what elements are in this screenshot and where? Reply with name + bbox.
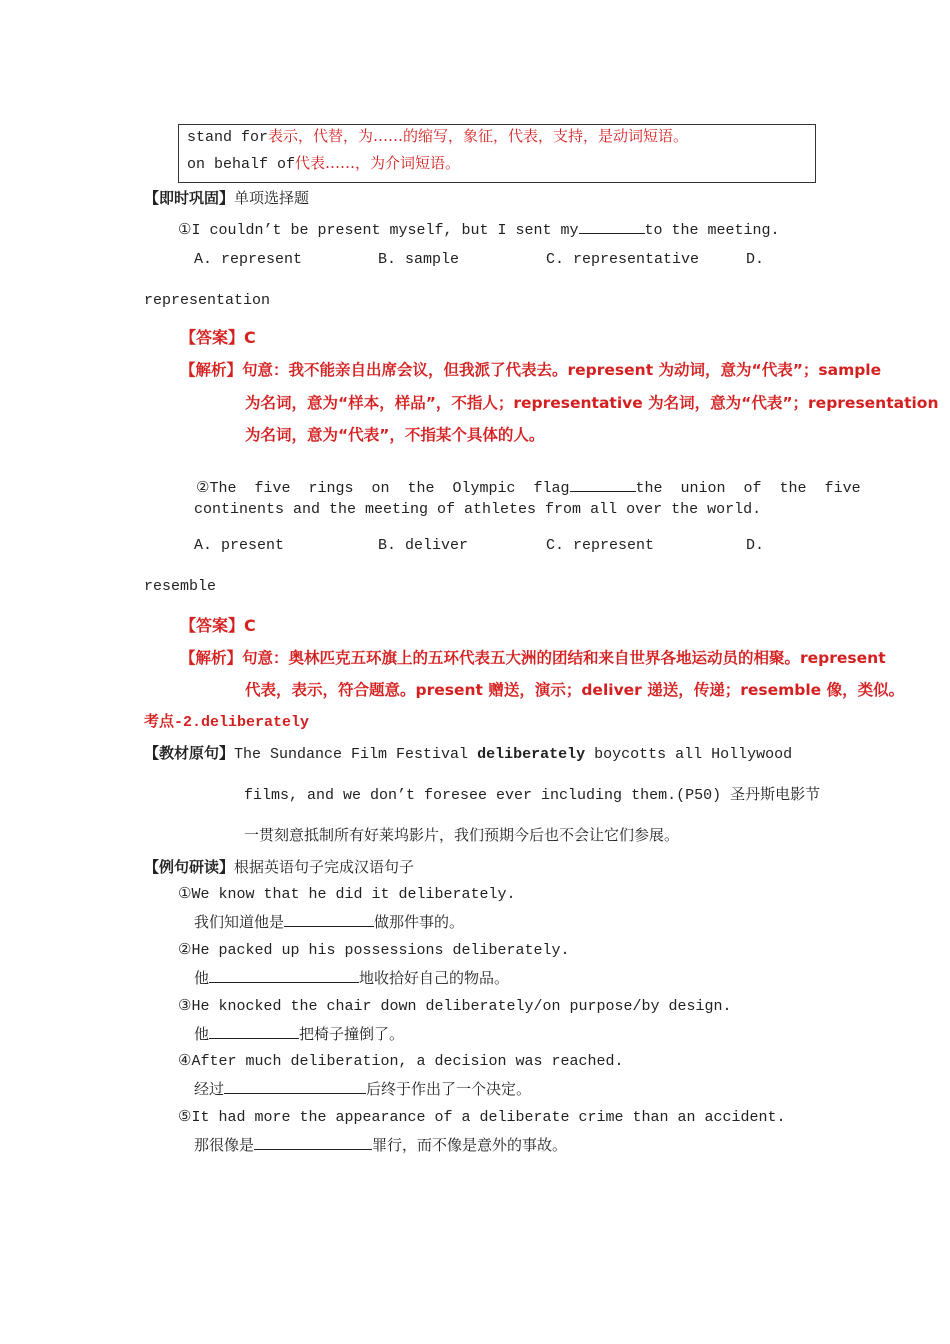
example-4-zh-a: 经过 (194, 1080, 225, 1098)
example-1-zh-b: 做那件事的。 (374, 913, 465, 931)
q2-option-d-text: resemble (144, 578, 217, 595)
textbook-keyword: deliberately (477, 746, 586, 763)
q1-analysis-line3: 为名词，意为“代表”，不指某个具体的人。 (245, 426, 545, 444)
q2-option-a: A. present (194, 537, 285, 554)
example-3-zh-a: 他 (194, 1025, 210, 1043)
example-3-blank[interactable] (209, 1024, 299, 1039)
example-2-zh (194, 967, 509, 988)
example-5-en: ⑤It had more the appearance of a deliberate crime than an accident. (178, 1109, 786, 1126)
q2-stem-line1 (178, 460, 861, 497)
example-5-zh (194, 1134, 567, 1155)
example-4-zh-b: 后终于作出了一个决定。 (366, 1080, 532, 1098)
practice-instruction: 单项选择题 (234, 189, 310, 207)
q2-stem-end: the union of the five (635, 480, 861, 497)
example-1-zh (194, 911, 464, 932)
q2-answer (180, 613, 256, 636)
q2-answer-value: C (244, 616, 256, 635)
q1-option-d-text: representation (144, 292, 271, 309)
textbook-line1 (144, 742, 792, 763)
q1-answer (180, 325, 256, 348)
def-stand-for: 表示，代替，为……的缩写，象征，代表，支持，是动词短语。 (268, 127, 689, 145)
q2-option-b: B. deliver (378, 537, 469, 554)
q1-option-c: C. representative (546, 251, 700, 268)
examples-header (144, 856, 414, 877)
q1-analysis-line2: 为名词，意为“样本，样品”，不指人；representative 为名词，意为“代表”；representation (245, 394, 939, 412)
examples-instruction: 根据英语句子完成汉语句子 (234, 858, 415, 876)
example-5-zh-b: 罪行，而不像是意外的事故。 (372, 1136, 568, 1154)
example-3-en: ③He knocked the chair down deliberately/on purpose/by design. (178, 998, 732, 1015)
q2-analysis-line1 (180, 646, 886, 668)
textbook-text-a: The Sundance Film Festival (234, 746, 478, 763)
textbook-line3: 一贯刻意抵制所有好莱坞影片，我们预期今后也不会让它们参展。 (244, 826, 680, 844)
def-on-behalf-of: 代表……，为介词短语。 (295, 154, 461, 172)
q2-analysis-line2: 代表，表示，符合题意。present 赠送，演示；deliver 递送，传递；resemble 像，类似。 (245, 681, 905, 699)
examples-label: 【例句研读】 (144, 858, 235, 876)
q1-analysis-label: 【解析】 (180, 361, 243, 379)
q2-option-c: C. represent (546, 537, 655, 554)
q2-answer-label: 【答案】 (180, 616, 245, 635)
q2-analysis-text1: 句意：奥林匹克五环旗上的五环代表五大洲的团结和来自世界各地运动员的相聚。represent (242, 649, 886, 667)
q2-option-d: D. (746, 537, 765, 554)
example-3-zh (194, 1023, 404, 1044)
q1-option-a: A. represent (194, 251, 303, 268)
example-4-en: ④After much deliberation, a decision was reached. (178, 1053, 624, 1070)
q1-analysis-text1: 句意：我不能亲自出席会议，但我派了代表去。represent 为动词，意为“代表”；sample (242, 361, 882, 379)
term-on-behalf-of: on behalf of (187, 156, 296, 173)
practice-header (144, 187, 309, 208)
textbook-label: 【教材原句】 (144, 744, 235, 762)
box-line-stand-for (187, 125, 688, 146)
example-1-zh-a: 我们知道他是 (194, 913, 285, 931)
q2-blank (570, 477, 636, 492)
term-stand-for: stand for (187, 129, 269, 146)
q2-stem-line2: continents and the meeting of athletes from all over the world. (194, 501, 762, 518)
q1-stem (178, 219, 780, 239)
textbook-text-b: boycotts all Hollywood (585, 746, 793, 763)
example-4-blank[interactable] (224, 1079, 366, 1094)
q1-answer-label: 【答案】 (180, 328, 245, 347)
example-2-blank[interactable] (209, 968, 359, 983)
example-1-blank[interactable] (284, 912, 374, 927)
q1-stem-end: to the meeting. (644, 222, 780, 239)
example-2-en: ②He packed up his possessions deliberately. (178, 942, 570, 959)
example-3-zh-b: 把椅子撞倒了。 (299, 1025, 405, 1043)
example-4-zh (194, 1078, 531, 1099)
textbook-line2: films, and we don’t foresee ever including them.(P50) 圣丹斯电影节 (244, 787, 821, 804)
example-5-blank[interactable] (254, 1135, 372, 1150)
q1-blank (579, 219, 645, 234)
q1-option-d: D. (746, 251, 765, 268)
q1-analysis-line1 (180, 358, 881, 380)
example-2-zh-b: 地收拾好自己的物品。 (359, 969, 510, 987)
q2-analysis-label: 【解析】 (180, 649, 243, 667)
q1-answer-value: C (244, 328, 256, 347)
q1-option-b: B. sample (378, 251, 460, 268)
example-5-zh-a: 那很像是 (194, 1136, 255, 1154)
example-1-en: ①We know that he did it deliberately. (178, 886, 516, 903)
example-2-zh-a: 他 (194, 969, 210, 987)
point-title: 考点-2.deliberately (144, 714, 310, 731)
practice-label: 【即时巩固】 (144, 189, 235, 207)
q2-stem-start: ②The five rings on the Olympic flag (196, 480, 570, 497)
box-line-on-behalf-of (187, 152, 460, 173)
q1-stem-start: ①I couldn’t be present myself, but I sent my (178, 222, 579, 239)
